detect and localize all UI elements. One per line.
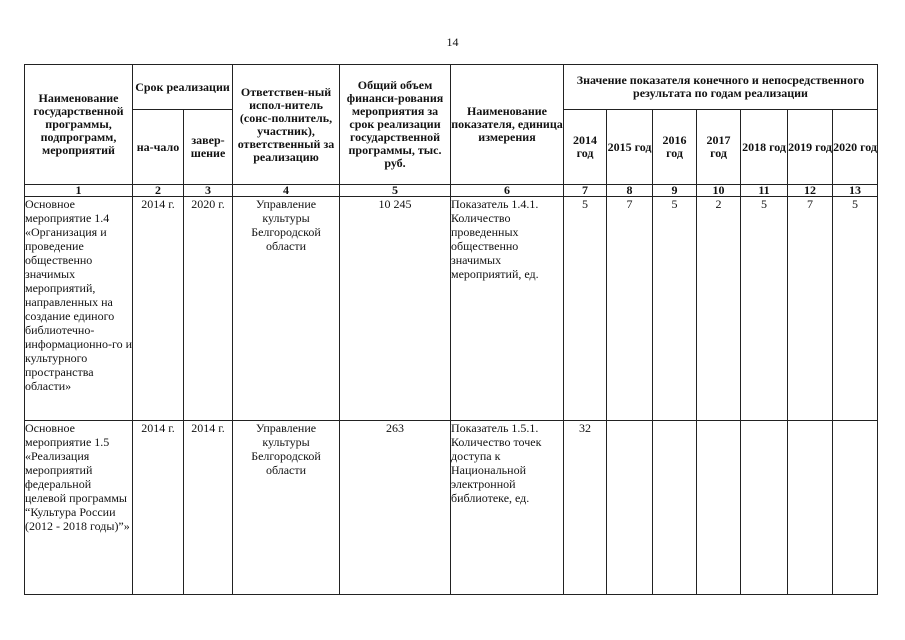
column-number: 7 (564, 185, 607, 197)
column-number: 4 (233, 185, 340, 197)
row-value: 32 (564, 421, 607, 595)
row-value (833, 421, 878, 595)
row-executor: Управление культуры Белгородской области (233, 197, 340, 421)
row-value: 5 (653, 197, 697, 421)
row-value (788, 421, 833, 595)
column-number: 12 (788, 185, 833, 197)
header-year: 2020 год (833, 110, 878, 185)
column-number: 6 (451, 185, 564, 197)
row-value: 5 (741, 197, 788, 421)
table-row (25, 197, 878, 421)
header-name: Наименование государственной программы, подпрограмм, мероприятий (25, 65, 133, 185)
header-year: 2016 год (653, 110, 697, 185)
row-value (697, 421, 741, 595)
row-value: 5 (833, 197, 878, 421)
row-start: 2014 г. (133, 421, 184, 595)
header-year: 2017 год (697, 110, 741, 185)
page-number: 14 (446, 35, 459, 49)
indicators-table (24, 64, 878, 595)
row-indicator: Показатель 1.5.1. Количество точек доступа к Национальной электронной библиотеке, ед. (451, 421, 564, 595)
row-value (653, 421, 697, 595)
header-values-group: Значение показателя конечного и непосредственного результата по годам реализации (564, 65, 878, 110)
row-funding: 10 245 (340, 197, 451, 421)
header-term-start: на-чало (133, 110, 184, 185)
header-indicator: Наименование показателя, единица измерения (451, 65, 564, 185)
column-numbers-row (25, 185, 878, 197)
row-name: Основное мероприятие 1.4 «Организация и проведение общественно значимых мероприятий, направленных на создание единого библиотечно-информационно-го и культурного пространства области» (25, 197, 133, 421)
row-start: 2014 г. (133, 197, 184, 421)
row-indicator: Показатель 1.4.1. Количество проведенных общественно значимых мероприятий, ед. (451, 197, 564, 421)
column-number: 11 (741, 185, 788, 197)
row-value (741, 421, 788, 595)
header-term: Срок реализации (133, 65, 233, 110)
column-number: 2 (133, 185, 184, 197)
table-row (25, 421, 878, 595)
row-end: 2020 г. (184, 197, 233, 421)
header-year: 2019 год (788, 110, 833, 185)
row-end: 2014 г. (184, 421, 233, 595)
header-year: 2018 год (741, 110, 788, 185)
row-value (607, 421, 653, 595)
column-number: 1 (25, 185, 133, 197)
header-year: 2015 год (607, 110, 653, 185)
header-term-end: завер-шение (184, 110, 233, 185)
header-year: 2014 год (564, 110, 607, 185)
column-number: 3 (184, 185, 233, 197)
column-number: 13 (833, 185, 878, 197)
header-executor: Ответствен-ный испол-нитель (сонс-полнитель, участник), ответственный за реализацию (233, 65, 340, 185)
row-executor: Управление культуры Белгородской области (233, 421, 340, 595)
row-value: 7 (607, 197, 653, 421)
column-number: 5 (340, 185, 451, 197)
row-funding: 263 (340, 421, 451, 595)
header-funding: Общий объем финанси-рования мероприятия за срок реализации государственной программы, тыс. руб. (340, 65, 451, 185)
row-value: 7 (788, 197, 833, 421)
row-value: 5 (564, 197, 607, 421)
row-name: Основное мероприятие 1.5 «Реализация мероприятий федеральной целевой программы “Культура России (2012 - 2018 годы)”» (25, 421, 133, 595)
column-number: 8 (607, 185, 653, 197)
column-number: 10 (697, 185, 741, 197)
column-number: 9 (653, 185, 697, 197)
row-value: 2 (697, 197, 741, 421)
